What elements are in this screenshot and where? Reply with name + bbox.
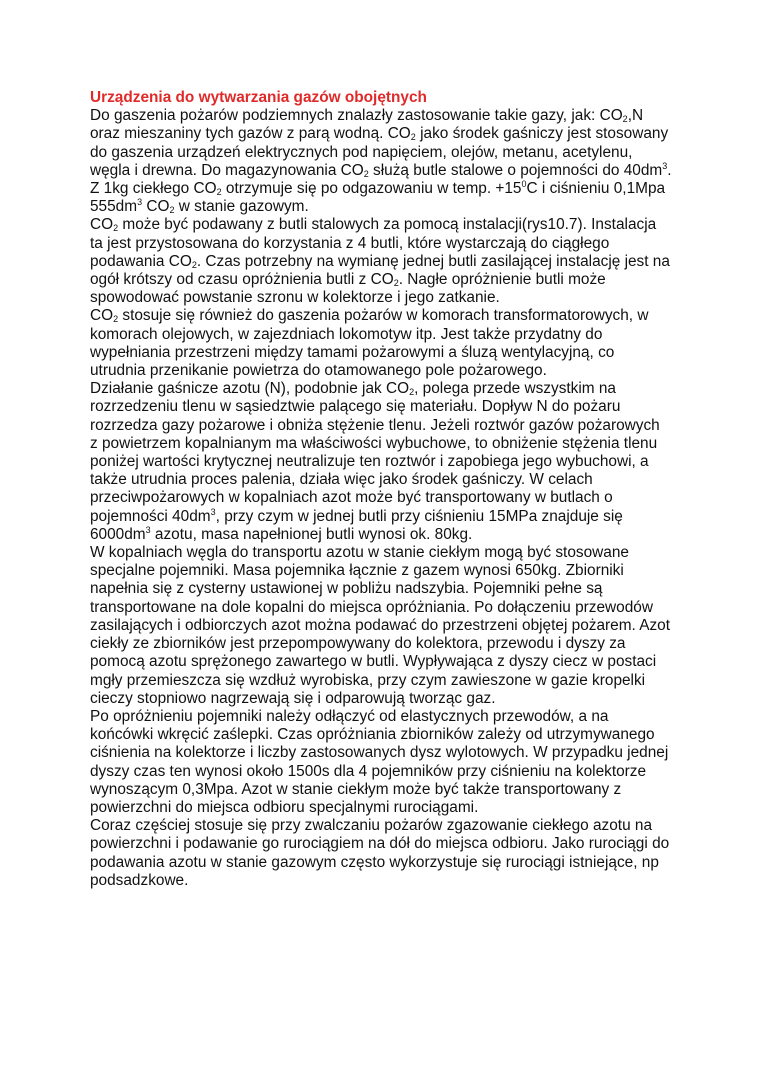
text-line (90, 271, 680, 289)
text-line (90, 216, 680, 234)
text-run: komorach olejowych, w zajezdniach lokomotyw itp. Jest także przydatny do (90, 325, 603, 343)
text-run: . Nagłe opróżnienie butli może (398, 271, 606, 289)
text-run: jako środek gaśniczy jest stosowany (415, 125, 669, 143)
document-body (90, 107, 680, 890)
subscript: 2 (363, 168, 369, 179)
text-run: wypełniania przestrzeni między tamami pożarowymi a śluzą wentylacyjną, co (90, 343, 615, 361)
text-run: transportowane na dole kopalni do miejsca opróżniania. Po dołączeniu przewodów (90, 598, 653, 616)
subscript: 2 (216, 187, 222, 198)
text-run: podawania CO (90, 252, 192, 270)
text-run: specjalne pojemniki. Masa pojemnika łącznie z gazem wynosi 650kg. Zbiorniki (90, 562, 624, 580)
text-line (90, 508, 680, 526)
text-line (90, 162, 680, 180)
text-run: rozrzedza gazy pożarowe i obniża stężenie tlenu. Jeżeli roztwór gazów pożarowych (90, 416, 660, 434)
text-run: ciśnienia na kolektorze i liczby zastosowanych dysz wylotowych. W przypadku jednej (90, 744, 669, 762)
superscript: 0 (521, 179, 527, 190)
text-run: . (667, 161, 672, 179)
superscript: 3 (662, 160, 668, 171)
text-run: mgły przemieszcza się wzdłuż wyrobiska, przy czym zawieszone w gazie kropelki (90, 671, 646, 689)
text-line (90, 726, 680, 744)
text-run: otrzymuje się po odgazowaniu w temp. +15 (221, 180, 522, 198)
text-run: 6000dm (90, 525, 146, 543)
text-run: CO (90, 216, 114, 234)
text-line (90, 690, 680, 708)
text-run: Coraz częściej stosuje się przy zwalczaniu pożarów zgazowanie ciekłego azotu na (90, 817, 653, 835)
text-run: przeciwpożarowych w kopalniach azot może być transportowany w butlach o (90, 489, 613, 507)
text-run: powierzchni do miejsca odbioru specjalnymi rurociągami. (90, 798, 479, 816)
document-title: Urządzenia do wytwarzania gazów obojętnych (90, 89, 427, 106)
text-run: może być podawany z butli stalowych za pomocą instalacji(rys10.7). Instalacja (118, 216, 657, 234)
text-line (90, 653, 680, 671)
text-run: ciekły ze zbiorników jest przepompowywany do kolektora, przewodu i dyszy za (90, 635, 626, 653)
text-run: Z 1kg ciekłego CO (90, 180, 217, 198)
text-line (90, 489, 680, 507)
text-line (90, 253, 680, 271)
text-line (90, 326, 680, 344)
text-run: pomocą azotu sprężonego zawartego w butli. Wypływająca z dyszy ciecz w postaci (90, 653, 657, 671)
subscript: 2 (113, 223, 119, 234)
document-page (90, 89, 680, 890)
text-run: , przy czym w jednej butli przy ciśnieniu 15MPa znajduje się (215, 507, 623, 525)
text-line (90, 708, 680, 726)
paragraph (90, 817, 680, 890)
text-line (90, 599, 680, 617)
text-line (90, 435, 680, 453)
text-line (90, 235, 680, 253)
text-line (90, 289, 680, 307)
text-line (90, 635, 680, 653)
text-line (90, 198, 680, 216)
text-run: ,N (627, 107, 644, 125)
text-run: ogół krótszy od czasu opróżnienia butli z CO (90, 271, 394, 289)
text-run: CO (90, 307, 114, 325)
text-line (90, 526, 680, 544)
paragraph (90, 307, 680, 380)
text-run: końcówki wkręcić zaślepki. Czas opróżniania zbiorników zależy od utrzymywanego (90, 726, 655, 744)
text-run: cieczy stopniowo nagrzewają się i odparowują tworząc gaz. (90, 689, 496, 707)
text-line (90, 344, 680, 362)
text-line (90, 380, 680, 398)
text-run: utrudnia przenikanie powietrza do otamowanego pole pożarowego. (90, 362, 547, 380)
text-run: zasilających i odbiorczych azot można podawać do przestrzeni objętej pożarem. Azot (90, 616, 671, 634)
text-run: rozrzedzeniu tlenu w sąsiedztwie palącego się materiału. Dopływ N do pożaru (90, 398, 621, 416)
paragraph (90, 380, 680, 544)
subscript: 2 (191, 259, 197, 270)
text-line (90, 763, 680, 781)
text-run: dyszy czas ten wynosi około 1500s dla 4 pojemników przy ciśnieniu na kolektorze (90, 762, 647, 780)
text-run: podsadzkowe. (90, 871, 189, 889)
text-line (90, 781, 680, 799)
text-line (90, 744, 680, 762)
text-run: węgla i drewna. Do magazynowania CO (90, 161, 364, 179)
text-run: z powietrzem kopalnianym ma właściwości wybuchowe, to obniżenie stężenia tlenu (90, 434, 658, 452)
text-run: wynoszącym 0,3Mpa. Azot w stanie ciekłym może być także transportowany z (90, 780, 622, 798)
text-line (90, 180, 680, 198)
text-run: oraz mieszaniny tych gazów z parą wodną. CO (90, 125, 411, 143)
text-line (90, 562, 680, 580)
text-run: 555dm (90, 198, 138, 216)
text-line (90, 835, 680, 853)
text-line (90, 307, 680, 325)
text-line (90, 107, 680, 125)
subscript: 2 (113, 314, 119, 325)
paragraph (90, 216, 680, 307)
superscript: 3 (137, 197, 143, 208)
text-line (90, 125, 680, 143)
subscript: 2 (410, 132, 416, 143)
text-line (90, 854, 680, 872)
text-run: Działanie gaśnicze azotu (N), podobnie jak CO (90, 380, 410, 398)
subscript: 2 (393, 278, 399, 289)
text-run: także utrudnia proces palenia, działa więc jako środek gaśniczy. W celach (90, 471, 593, 489)
text-run: azotu, masa napełnionej butli wynosi ok. 80kg. (150, 525, 473, 543)
text-run: Do gaszenia pożarów podziemnych znalazły zastosowanie takie gazy, jak: CO (90, 107, 623, 125)
text-line (90, 544, 680, 562)
superscript: 3 (210, 506, 216, 517)
text-run: do gaszenia urządzeń elektrycznych pod napięciem, olejów, metanu, acetylenu, (90, 143, 633, 161)
paragraph (90, 107, 680, 216)
text-run: , polega przede wszystkim na (414, 380, 616, 398)
text-run: ta jest przystosowana do korzystania z 4 butli, które wystarczają do ciągłego (90, 234, 610, 252)
text-run: spowodować powstanie szronu w kolektorze i jego zatkanie. (90, 289, 500, 307)
text-run: poniżej wartości krytycznej neutralizuje ten roztwór i zapobiega jego wybuchowi, a (90, 453, 649, 471)
text-run: . Czas potrzebny na wymianę jednej butli zasilającej instalację jest na (196, 252, 670, 270)
text-line (90, 453, 680, 471)
text-line (90, 362, 680, 380)
text-line (90, 398, 680, 416)
text-line (90, 817, 680, 835)
superscript: 3 (145, 524, 151, 535)
text-line (90, 417, 680, 435)
text-run: C i ciśnieniu 0,1Mpa (526, 180, 666, 198)
text-run: napełnia się z cysterny ustawionej w pobliżu nadszybia. Pojemniki pełne są (90, 580, 603, 598)
subscript: 2 (409, 387, 415, 398)
text-run: w stanie gazowym. (174, 198, 309, 216)
text-run: powierzchni i podawanie go rurociągiem na dół do miejsca odbioru. Jako rurociągi do (90, 835, 670, 853)
subscript: 2 (169, 205, 175, 216)
text-line (90, 872, 680, 890)
text-line (90, 672, 680, 690)
text-run: CO (142, 198, 170, 216)
text-run: pojemności 40dm (90, 507, 211, 525)
paragraph (90, 708, 680, 817)
paragraph (90, 544, 680, 708)
text-line (90, 580, 680, 598)
text-line (90, 471, 680, 489)
text-run: Po opróżnieniu pojemniki należy odłączyć od elastycznych przewodów, a na (90, 707, 609, 725)
text-run: stosuje się również do gaszenia pożarów w komorach transformatorowych, w (118, 307, 649, 325)
text-line (90, 617, 680, 635)
text-line (90, 799, 680, 817)
text-run: W kopalniach węgla do transportu azotu w stanie ciekłym mogą być stosowane (90, 544, 629, 562)
text-run: podawania azotu w stanie gazowym często wykorzystuje się rurociągi istniejące, np (90, 853, 659, 871)
text-line (90, 144, 680, 162)
subscript: 2 (622, 114, 628, 125)
text-run: służą butle stalowe o pojemności do 40dm (368, 161, 663, 179)
